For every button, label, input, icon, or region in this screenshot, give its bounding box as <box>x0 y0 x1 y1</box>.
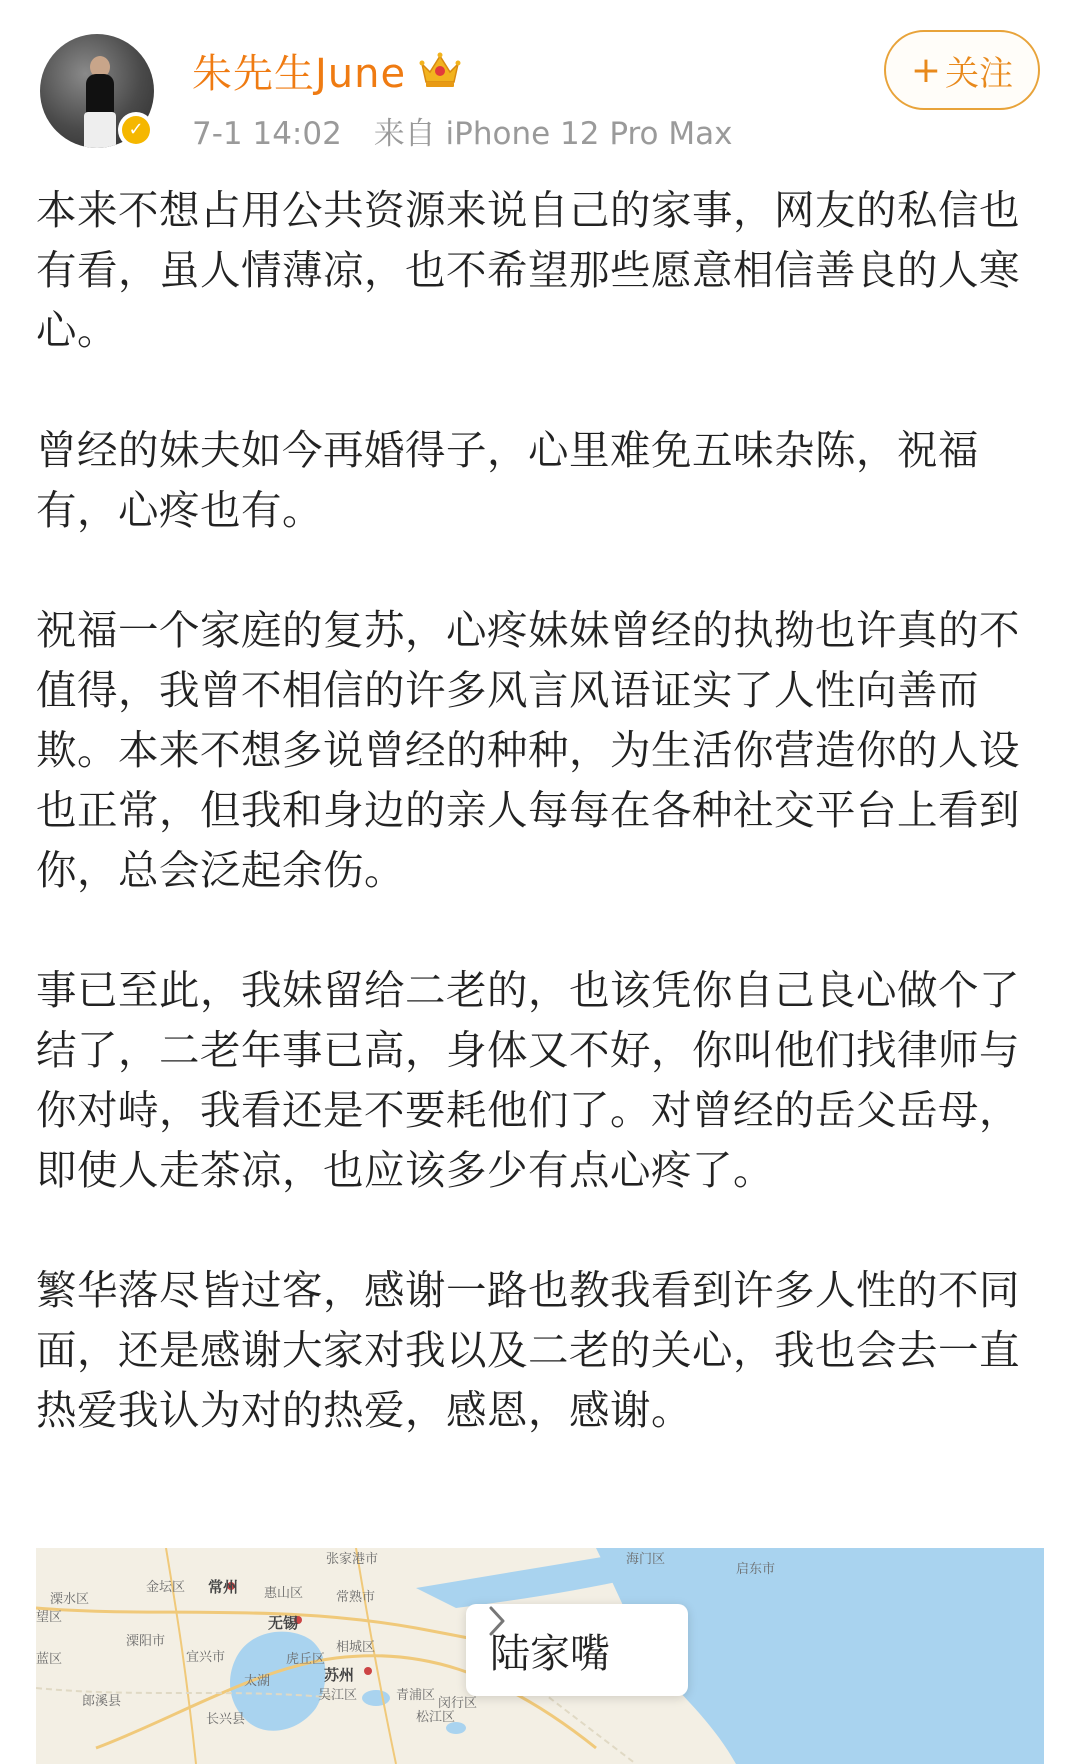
post-content <box>36 180 1044 1500</box>
map-label: 郎溪县 <box>82 1694 122 1709</box>
map-label: 太湖 <box>244 1674 271 1689</box>
username-row <box>192 42 462 98</box>
map-label: 青浦区 <box>396 1688 436 1703</box>
post-paragraph: 曾经的妹夫如今再婚得子，心里难免五味杂陈，祝福有，心疼也有。 <box>36 426 979 534</box>
verified-badge-icon <box>118 112 154 148</box>
avatar-figure-legs <box>84 112 116 148</box>
location-card[interactable] <box>466 1604 688 1696</box>
map-label: 苏州 <box>324 1666 355 1684</box>
map-label: 宜兴市 <box>186 1650 226 1665</box>
plus-icon: + <box>910 49 942 91</box>
map-label: 闵行区 <box>438 1696 478 1711</box>
chevron-right-icon <box>486 1604 508 1638</box>
post-paragraph: 事已至此，我妹留给二老的，也该凭你自己良心做个了结了，二老年事已高，身体又不好，你叫他们找律师与你对峙，我看还是不要耗他们了。对曾经的岳父岳母，即使人走茶凉，也应该多少有点心疼了。 <box>36 966 1020 1194</box>
map-label: 无锡 <box>268 1614 299 1632</box>
map-label: 长兴县 <box>206 1712 246 1727</box>
follow-label: 关注 <box>945 53 1014 94</box>
follow-button[interactable] <box>884 30 1040 110</box>
post-source: 来自 iPhone 12 Pro Max <box>373 116 733 152</box>
username[interactable]: 朱先生June <box>192 50 407 97</box>
post-timestamp: 7-1 14:02 <box>192 116 342 152</box>
map-label: 吴江区 <box>318 1688 358 1703</box>
map-label: 海门区 <box>626 1552 666 1567</box>
location-name: 陆家嘴 <box>490 1630 610 1677</box>
map-label: 松江区 <box>416 1710 456 1725</box>
post-paragraph: 本来不想占用公共资源来说自己的家事，网友的私信也有看，虽人情薄凉，也不希望那些愿意相信善良的人寒心。 <box>36 186 1020 354</box>
map-label: 启东市 <box>736 1562 776 1577</box>
location-map[interactable] <box>36 1548 1044 1764</box>
map-label: 望区 <box>36 1610 63 1625</box>
map-label: 张家港市 <box>326 1552 379 1567</box>
post-header <box>0 0 1080 160</box>
map-label: 金坛区 <box>146 1580 186 1595</box>
map-label: 虎丘区 <box>286 1652 326 1667</box>
crown-member-icon[interactable] <box>418 50 462 90</box>
post-paragraph: 祝福一个家庭的复苏，心疼妹妹曾经的执拗也许真的不值得，我曾不相信的许多风言风语证实了人性向善而欺。本来不想多说曾经的种种，为生活你营造你的人设也正常，但我和身边的亲人每每在各种社交平台上看到你，总会泛起余伤。 <box>36 606 1020 894</box>
post-paragraph: 繁华落尽皆过客，感谢一路也教我看到许多人性的不同面，还是感谢大家对我以及二老的关心，我也会去一直热爱我认为对的热爱，感恩，感谢。 <box>36 1266 1020 1434</box>
map-label: 惠山区 <box>264 1586 304 1601</box>
map-label: 溧水区 <box>50 1592 90 1607</box>
map-label: 常州 <box>208 1578 239 1596</box>
post-meta <box>192 108 732 153</box>
map-label: 蓝区 <box>36 1652 63 1667</box>
map-label: 溧阳市 <box>126 1634 166 1649</box>
verified-check: ✓ <box>122 116 150 144</box>
map-label: 常熟市 <box>336 1590 376 1605</box>
map-label: 相城区 <box>336 1640 376 1655</box>
